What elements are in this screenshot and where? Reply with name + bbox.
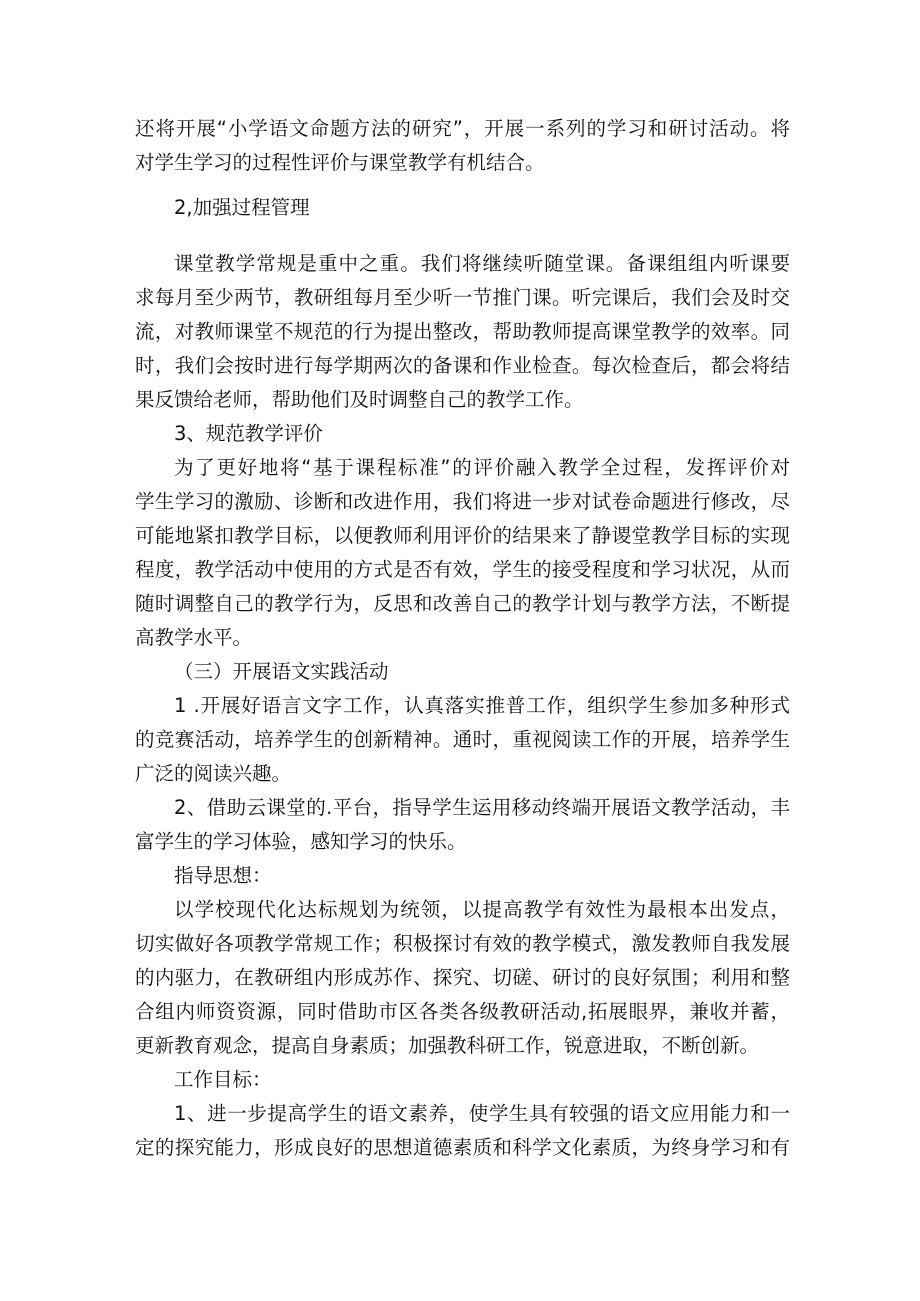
section-heading-guiding-thought: 指导思想： xyxy=(174,864,272,887)
section-heading-teaching-evaluation: 3、规范教学评价 xyxy=(174,422,323,445)
text-line-14: 随时调整自己的教学行为，反思和改善自己的教学计划与教学方法，不断提 xyxy=(135,592,790,615)
text-line-13: 程度，教学活动中使用的方式是否有效，学生的接受程度和学习状况，从而 xyxy=(135,558,790,581)
text-line-27: 更新教育观念，提高自身素质；加强教科研工作，锐意进取，不断创新。 xyxy=(135,1034,760,1057)
text-line-7: 时，我们会按时进行每学期两次的备课和作业检查。每次检查后，都会将结 xyxy=(135,354,790,377)
text-line-24: 切实做好各项教学常规工作；积极探讨有效的教学模式，激发教师自我发展 xyxy=(135,932,790,955)
text-line-12: 可能地紧扣教学目标，以便教师利用评价的结果来了静谡堂教学目标的实现 xyxy=(135,524,790,547)
text-line-26: 合组内师资资源，同时借助市区各类各级教研活动,拓展眼界，兼收并蓄， xyxy=(135,1000,790,1023)
section-heading-process-management: 2,加强过程管理 xyxy=(174,196,310,219)
text-line-6: 流，对教师课堂不规范的行为提出整改，帮助教师提高课堂教学的效率。同 xyxy=(135,320,790,343)
section-heading-practice-activities: （三）开展语文实践活动 xyxy=(174,660,389,683)
text-line-25: 的内驱力，在教研组内形成苏作、探究、切磋、研讨的良好氛围；利用和整 xyxy=(135,966,790,989)
text-line-29: 1、进一步提高学生的语文素养，使学生具有较强的语文应用能力和一 xyxy=(174,1102,790,1125)
text-line-18: 的竞赛活动，培养学生的创新精神。通时，重视阅读工作的开展，培养学生 xyxy=(135,728,790,751)
text-line-11: 学生学习的激励、诊断和改进作用，我们将进一步对试卷命题进行修改，尽 xyxy=(135,490,790,513)
text-line-4: 课堂教学常规是重中之重。我们将继续听随堂课。备课组组内听课要 xyxy=(174,252,790,275)
section-heading-work-goals: 工作目标： xyxy=(174,1068,272,1091)
text-line-23: 以学校现代化达标规划为统领，以提高教学有效性为最根本出发点， xyxy=(174,898,790,921)
text-line-1: 还将开展“小学语文命题方法的研究”，开展一系列的学习和研讨活动。将 xyxy=(135,117,790,140)
text-line-5: 求每月至少两节，教研组每月至少听一节推门课。听完课后，我们会及时交 xyxy=(135,286,790,309)
text-line-17: 1 .开展好语言文字工作，认真落实推普工作，组织学生参加多种形式 xyxy=(174,694,790,717)
text-line-21: 富学生的学习体验，感知学习的快乐。 xyxy=(135,830,467,853)
text-line-10: 为了更好地将“基于课程标准”的评价融入教学全过程，发挥评价对 xyxy=(174,456,790,479)
text-line-19: 广泛的阅读兴趣。 xyxy=(135,762,292,785)
text-line-15: 高教学水平。 xyxy=(135,626,253,649)
text-line-30: 定的探究能力，形成良好的思想道德素质和科学文化素质，为终身学习和有 xyxy=(135,1136,790,1159)
text-line-2: 对学生学习的过程性评价与课堂教学有机结合。 xyxy=(135,151,545,174)
text-line-20: 2、借助云课堂的.平台，指导学生运用移动终端开展语文教学活动，丰 xyxy=(174,796,790,819)
text-line-8: 果反馈给老师，帮助他们及时调整自己的教学工作。 xyxy=(135,388,584,411)
